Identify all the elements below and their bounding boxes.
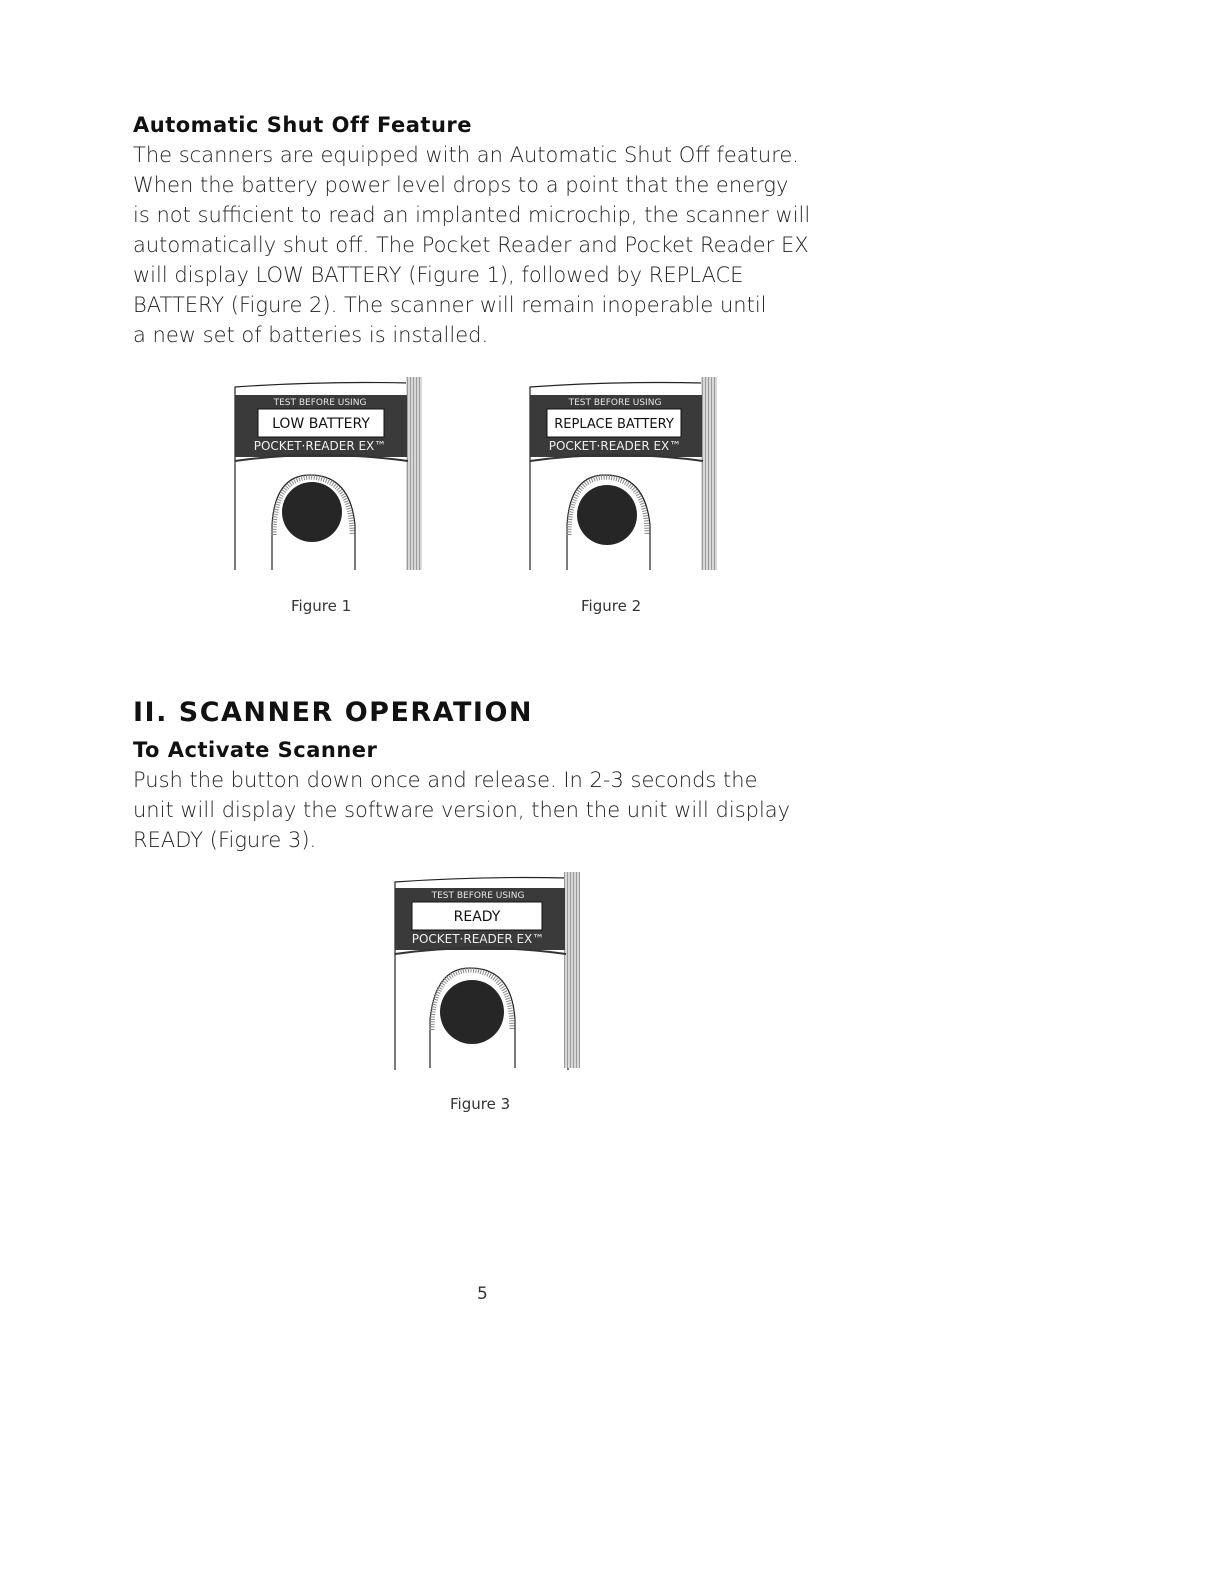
paragraph-activate	[133, 765, 790, 855]
lcd-text: LOW BATTERY	[272, 416, 370, 432]
caption-figure-3: Figure 3	[450, 1095, 511, 1113]
paragraph-line: When the battery power level drops to a point that the energy	[133, 173, 789, 197]
paragraph-line: BATTERY (Figure 2). The scanner will remain inoperable until	[133, 293, 767, 317]
paragraph-line: unit will display the software version, then the unit will display	[133, 798, 791, 822]
label-test-before-using: TEST BEFORE USING	[568, 398, 662, 408]
scanner-side-edge	[406, 377, 422, 570]
paragraph-line: will display LOW BATTERY (Figure 1), followed by REPLACE	[133, 263, 744, 287]
section-title-scanner-operation: II. SCANNER OPERATION	[133, 697, 534, 728]
lcd-text: REPLACE BATTERY	[554, 417, 674, 432]
lcd-text: READY	[453, 909, 501, 925]
caption-figure-2: Figure 2	[581, 597, 642, 615]
scanner-figure-2	[525, 375, 725, 575]
paragraph-line: The scanners are equipped with an Automatic Shut Off feature.	[133, 143, 799, 167]
paragraph-shut-off	[133, 140, 810, 350]
scanner-figure-1	[230, 375, 430, 575]
paragraph-line: a new set of batteries is installed.	[133, 323, 489, 347]
label-test-before-using: TEST BEFORE USING	[273, 398, 367, 408]
paragraph-line: automatically shut off. The Pocket Reader and Pocket Reader EX	[133, 233, 809, 257]
scanner-figure-3	[390, 870, 590, 1070]
scanner-button	[282, 482, 342, 542]
brand-name: POCKET·READER EX™	[411, 932, 545, 946]
scanner-side-edge	[564, 872, 580, 1068]
caption-figure-1: Figure 1	[291, 597, 352, 615]
paragraph-line: READY (Figure 3).	[133, 828, 317, 852]
heading-automatic-shut-off: Automatic Shut Off Feature	[133, 113, 473, 137]
brand-name: POCKET·READER EX™	[253, 439, 387, 453]
scanner-side-edge	[701, 377, 717, 570]
paragraph-line: Push the button down once and release. In 2-3 seconds the	[133, 768, 758, 792]
scanner-button	[577, 485, 637, 545]
brand-name: POCKET·READER EX™	[548, 439, 682, 453]
page-number: 5	[477, 1284, 488, 1304]
label-test-before-using: TEST BEFORE USING	[431, 891, 525, 901]
heading-activate-scanner: To Activate Scanner	[133, 738, 378, 762]
scanner-button	[440, 980, 504, 1044]
paragraph-line: is not sufficient to read an implanted microchip, the scanner will	[133, 203, 811, 227]
